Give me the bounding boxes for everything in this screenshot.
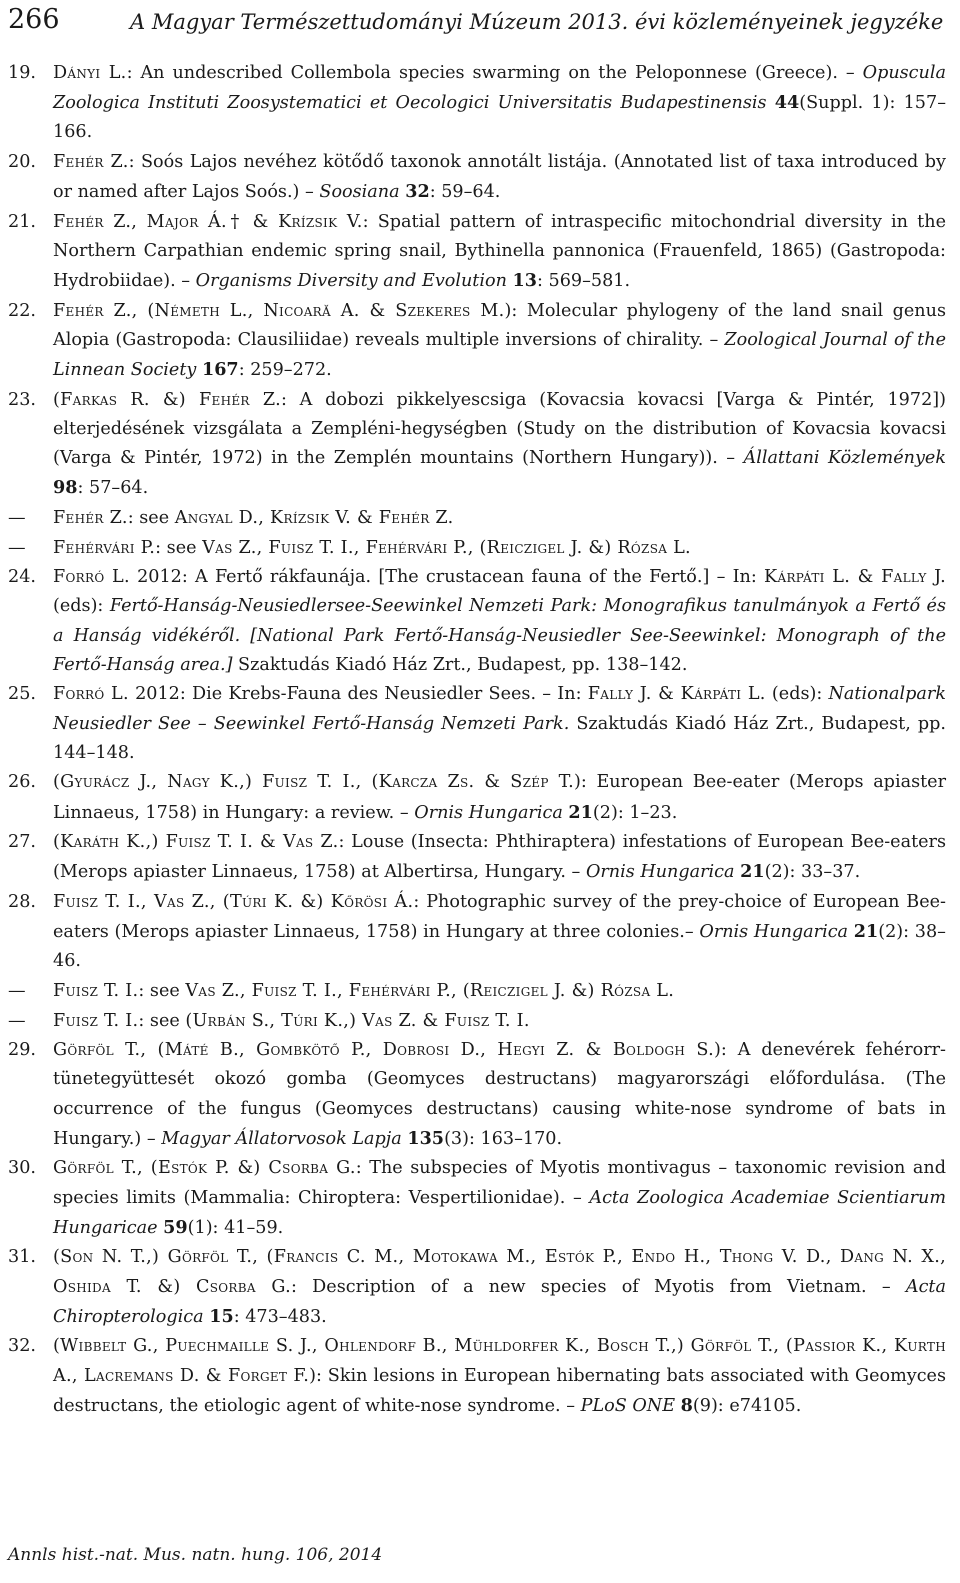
- reference-entry: [8, 977, 946, 1006]
- reference-number: 32.: [8, 1336, 36, 1357]
- reference-text: (eds):: [765, 684, 829, 705]
- reference-text: ): Molecular phylogeny of the land snail genus Alopia (Gastropoda: Clausiliidae) reveals multiple inversions of chirality. –: [53, 300, 946, 350]
- volume-number: 13: [512, 270, 538, 292]
- author-names: (Urbán S., Túri K.,) Vas Z. & Fuisz T. I.: [185, 1010, 530, 1031]
- reference-text: : A dobozi pikkelyescsiga (Kovacsia kovacsi [Varga & Pintér, 1972]) elterjedésének vizsgálata a Zempléni-hegységben (Study on the distribution of Kovacsia kovacsi (Varga & Pintér, 1972) in the Zemplén mountains (Northern Hungary)). –: [53, 389, 946, 469]
- reference-text: 2012: A Fertő rákfaunája. [The crustacean fauna of the Fertő.] – In:: [129, 567, 765, 588]
- author-names: Fally J. & Kárpáti L.: [587, 684, 766, 705]
- author-names: Vas Z., Fuisz T. I., Fehérvári P., (Reiczigel J. &) Rózsa L.: [185, 980, 675, 1001]
- journal-title: Ornis Hungarica: [585, 862, 735, 883]
- running-title: A Magyar Természettudományi Múzeum 2013. évi közleményeinek jegyzéke: [130, 10, 944, 34]
- volume-number: 8: [680, 1394, 693, 1416]
- volume-number: 44: [774, 92, 800, 114]
- reference-entry: [8, 297, 946, 386]
- journal-title: Zoological Journal of the Linnean Society: [53, 330, 946, 381]
- reference-number: —: [8, 1010, 26, 1031]
- reference-text: (2): 1–23.: [592, 802, 678, 823]
- reference-text: ): A denevérek fehérorr-tünetegyüttesét okozó gomba (Geomyces destructans) magyarországi előfordulása. (The occurrence of the fungus (Geomyces destructans) causing white-nose syndrome of bats in Hungary.) –: [53, 1040, 946, 1149]
- volume-number: 21: [568, 801, 593, 823]
- reference-number: 29.: [8, 1040, 36, 1061]
- reference-text: : 473–483.: [233, 1306, 327, 1327]
- reference-number: 19.: [8, 63, 36, 83]
- reference-text: : The subspecies of Myotis montivagus – taxonomic revision and species limits (Mammalia: Chiroptera: Vespertilionidae). –: [53, 1158, 946, 1208]
- author-names: Vas Z., Fuisz T. I., Fehérvári P., (Reiczigel J. &) Rózsa L.: [202, 537, 691, 558]
- reference-text: : Louse (Insecta: Phthiraptera) infestations of European Bee-eaters (Merops apiaster Linnaeus, 1758) at Albertirsa, Hungary. –: [53, 832, 946, 883]
- author-names: Fehér Z.: [53, 508, 128, 528]
- reference-text: : Spatial pattern of intraspecific mitochondrial diversity in the Northern Carpathian endemic spring snail, Bythinella pannonica (Frauenfeld, 1865) (Gastropoda: Hydrobiidae). –: [53, 211, 946, 292]
- author-names: Fehér Z.: [53, 152, 129, 172]
- author-names: (Farkas R. &) Fehér Z.: [53, 389, 281, 410]
- reference-number: —: [8, 980, 26, 1001]
- journal-title: Soosiana: [319, 182, 400, 203]
- author-names: Angyal D., Krízsik V. & Fehér Z.: [174, 508, 454, 528]
- reference-entry: [8, 563, 946, 680]
- reference-text: : see: [155, 537, 203, 558]
- reference-text: (3): 163–170.: [444, 1128, 563, 1149]
- reference-number: 30.: [8, 1158, 36, 1179]
- journal-citation-footer: Annls hist.-nat. Mus. natn. hung. 106, 2014: [8, 1545, 383, 1565]
- reference-number: 21.: [8, 211, 36, 232]
- reference-text: : Photographic survey of the prey-choice of European Bee-eaters (Merops apiaster Linnaeus, 1758) in Hungary at three colonies.–: [53, 891, 947, 943]
- reference-text: : Soós Lajos nevéhez kötődő taxonok annotált listája. (Annotated list of taxa introduced by or named after Lajos Soós.) –: [53, 152, 946, 203]
- reference-number: —: [8, 508, 26, 528]
- reference-text: ): European Bee-eater (Merops apiaster Linnaeus, 1758) in Hungary: a review. –: [53, 772, 946, 823]
- author-names: Forró L.: [53, 567, 130, 588]
- reference-text: (2): 38–46.: [53, 922, 946, 972]
- author-names: Fuisz T. I., Vas Z., (Túri K. &) Kőrösi Á.: [53, 891, 414, 912]
- reference-number: 23.: [8, 389, 36, 410]
- volume-number: 98: [53, 477, 78, 499]
- journal-title: Acta Chiropterologica: [53, 1276, 946, 1327]
- author-names: Kárpáti L. & Fally J.: [764, 567, 946, 588]
- author-names: Görföl T., (Estók P. &) Csorba G.: [53, 1158, 356, 1179]
- reference-entry: [8, 1154, 946, 1243]
- author-names: Fuisz T. I.: [53, 1010, 139, 1031]
- reference-text: (9): e74105.: [692, 1395, 802, 1416]
- reference-text: : see: [127, 508, 175, 528]
- reference-text: (Suppl. 1): 157–166.: [53, 93, 946, 143]
- reference-text: : 569–581.: [537, 271, 631, 292]
- reference-entry: [8, 148, 946, 207]
- reference-text: Szaktudás Kiadó Ház Zrt., Budapest, pp. 144–148.: [53, 713, 946, 763]
- author-names: Fehér Z., (Németh L., Nicoară A. & Szekeres M.: [53, 300, 505, 321]
- reference-text: [767, 93, 775, 113]
- author-names: (Wibbelt G., Puechmaille S. J., Ohlendorf B., Mühldorfer K., Bosch T.,) Görföl T., (Passior K., Kurth A., Lacremans D. & Forget F.: [53, 1336, 946, 1386]
- author-names: (Karáth K.,) Fuisz T. I. & Vas Z.: [53, 832, 339, 853]
- volume-number: 32: [405, 181, 430, 203]
- volume-number: 59: [163, 1216, 188, 1238]
- author-names: Fuisz T. I.: [53, 980, 139, 1001]
- reference-entry: [8, 680, 946, 768]
- reference-entry: [8, 1243, 946, 1332]
- volume-number: 21: [740, 861, 765, 883]
- reference-entry: [8, 1036, 946, 1154]
- reference-entry: [8, 534, 946, 563]
- reference-text: : 57–64.: [77, 478, 149, 499]
- journal-title: Organisms Diversity and Evolution: [195, 271, 507, 292]
- journal-title: Acta Zoologica Academiae Scientiarum Hungaricae: [53, 1187, 947, 1238]
- page-number: 266: [8, 4, 60, 35]
- reference-entry: [8, 1007, 946, 1036]
- journal-title: Állattani Közlemények: [743, 448, 946, 469]
- reference-number: 28.: [8, 891, 36, 912]
- reference-entry: [8, 888, 946, 977]
- reference-entry: [8, 386, 946, 504]
- reference-number: 25.: [8, 684, 36, 705]
- reference-entry: [8, 768, 946, 827]
- reference-number: 24.: [8, 567, 36, 588]
- reference-text: 2012: Die Krebs-Fauna des Neusiedler Sees. – In:: [128, 684, 588, 705]
- reference-entry: [8, 828, 946, 887]
- journal-title: Opuscula Zoologica Instituti Zoosystematici et Oecologici Universitatis Budapestinensis: [53, 63, 946, 114]
- author-names: (Gyurácz J., Nagy K.,) Fuisz T. I., (Karcza Zs. & Szép T.: [53, 772, 575, 793]
- reference-list: [8, 59, 946, 1421]
- volume-number: 135: [407, 1127, 445, 1149]
- author-names: Fehérvári P.: [53, 537, 156, 558]
- reference-number: 31.: [8, 1247, 36, 1268]
- reference-entry: [8, 208, 946, 297]
- journal-title: Magyar Állatorvosok Lapja: [161, 1128, 402, 1149]
- journal-title: Ornis Hungarica: [414, 802, 563, 823]
- reference-text: ): Skin lesions in European hibernating bats associated with Geomyces destructans, the etiologic agent of white-nose syndrome. –: [53, 1365, 946, 1416]
- journal-title: Ornis Hungarica: [699, 922, 849, 943]
- volume-number: 15: [209, 1305, 234, 1327]
- author-names: Dányi L.: [53, 63, 127, 83]
- reference-text: (eds):: [53, 596, 110, 617]
- reference-text: : An undescribed Collembola species swarming on the Peloponnese (Greece). –: [126, 63, 863, 83]
- author-names: Fehér Z., Major Á.† & Krízsik V.: [53, 211, 363, 232]
- author-names: (Son N. T.,) Görföl T., (Francis C. M., Motokawa M., Estók P., Endo H., Thong V. D., Dang N. X., Oshida T. &) Csorba G.: [53, 1247, 946, 1297]
- journal-title: Nationalpark Neusiedler See – Seewinkel Fertő-Hanság Nemzeti Park.: [53, 684, 946, 734]
- volume-number: 167: [201, 359, 239, 381]
- author-names: Forró L.: [53, 684, 129, 705]
- reference-entry: [8, 59, 946, 148]
- reference-number: 27.: [8, 832, 36, 853]
- reference-text: : Description of a new species of Myotis from Vietnam. –: [291, 1276, 906, 1297]
- page-header: [8, 4, 952, 38]
- reference-entry: [8, 504, 946, 533]
- journal-title: Fertő-Hanság-Neusiedlersee-Seewinkel Nemzeti Park: Monografikus tanulmányok a Fertő és a Hanság vidékéről. [National Park Fertő-Hanság-Neusiedler See-Seewinkel: Monograph of the Fertő-Hanság area.]: [53, 596, 947, 675]
- journal-title: PLoS ONE: [580, 1395, 676, 1416]
- author-names: Görföl T., (Máté B., Gombkötő P., Dobrosi D., Hegyi Z. & Boldogh S.: [53, 1040, 715, 1061]
- reference-text: : see: [138, 980, 186, 1001]
- reference-text: (1): 41–59.: [187, 1217, 284, 1238]
- reference-text: : 59–64.: [429, 182, 501, 203]
- reference-text: : 259–272.: [238, 360, 332, 381]
- reference-text: : see: [138, 1010, 186, 1031]
- reference-entry: [8, 1332, 946, 1421]
- reference-text: (2): 33–37.: [764, 862, 861, 883]
- volume-number: 21: [853, 921, 879, 943]
- reference-number: 26.: [8, 772, 36, 793]
- reference-number: —: [8, 537, 26, 558]
- reference-number: 22.: [8, 300, 36, 321]
- reference-text: Szaktudás Kiadó Ház Zrt., Budapest, pp. 138–142.: [232, 654, 688, 675]
- reference-number: 20.: [8, 152, 36, 172]
